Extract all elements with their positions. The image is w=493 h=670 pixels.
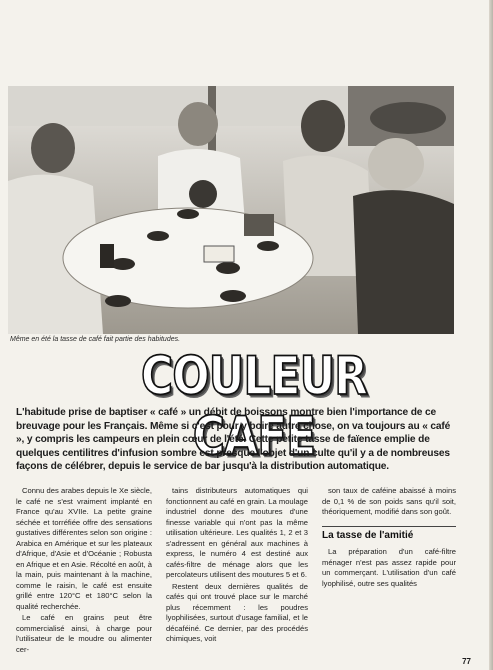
- body-column-1: [16, 486, 152, 656]
- photo-caption: Même en été la tasse de café fait partie des habitudes.: [10, 336, 181, 343]
- section-subhead: La tasse de l'amitié: [322, 526, 456, 542]
- body-paragraph: Restent deux dernières qualités de cafés qui ont trouvé place sur le marché plus récemment : les poudres lyophilisées, surtout d'usage familial, et le décaféiné. Ce dernier, par des procédés chimiques, voit: [166, 581, 308, 643]
- body-column-2: [166, 486, 308, 646]
- article-title: COULEUR CAFE: [140, 345, 368, 467]
- page-edge: [489, 0, 493, 670]
- body-paragraph: Connu des arabes depuis le Xe siècle, le café ne s'est vraiment implanté en France qu'au XVIIe. La petite graine séchée et torréfiée offre des sensations gustatives différentes selon son origine : Arabica en Amérique et sur les plateaux d'Afrique, d'Asie et d'Océanie ; Robusta en Afrique et en Asie. Récolté en août, à la main, puis maintenant à la machine, comme le raisin, le café est ensuite grillé entre 120°C et 180°C selon la qualité recherchée.: [16, 486, 152, 611]
- article-body: [16, 486, 466, 662]
- page-number: 77: [462, 657, 471, 666]
- article-lead: L'habitude prise de baptiser « café » un débit de boissons montre bien l'importance de ce breuvage pour les Français. Même si c'est pour y boire autre chose, on va toujours au « café », y compris les campeurs en plein cœur de l'été. Cette petite tasse de faïence emplie de quelques centilitres d'infusion sombre est presque l'objet d'un culte qu'il y a de nombreuses façons de célébrer, depuis le service de bar jusqu'à la distribution automatique.: [16, 407, 451, 473]
- body-column-3: [322, 486, 456, 590]
- body-paragraph: son taux de caféine abaissé à moins de 0,1 % de son poids sans qu'il soit, théoriquement, modifié dans son goût.: [322, 486, 456, 516]
- body-paragraph: La préparation d'un café-filtre ménager n'est pas assez rapide pour un commerçant. L'utilisation d'un café lyophilisé, outre ses qualités: [322, 547, 456, 588]
- cafe-terrace-photo: [8, 86, 454, 334]
- body-paragraph: tains distributeurs automatiques qui fonctionnent au café en grain. La moulage industriel donne des moutures d'une finesse variable qui n'ont pas la même utilisation ultérieure. Les qualités 1, 2 et 3 s'adressent en général aux machines à express, le numéro 4 est destiné aux cafés-filtre de ménage alors que les percolateurs utilisent des moutures 5 et 6.: [166, 486, 308, 579]
- photo-illustration: [8, 86, 454, 334]
- body-paragraph: Le café en grains peut être commercialisé ainsi, à charge pour l'utilisateur de le moudre ou alimenter cer-: [16, 613, 152, 654]
